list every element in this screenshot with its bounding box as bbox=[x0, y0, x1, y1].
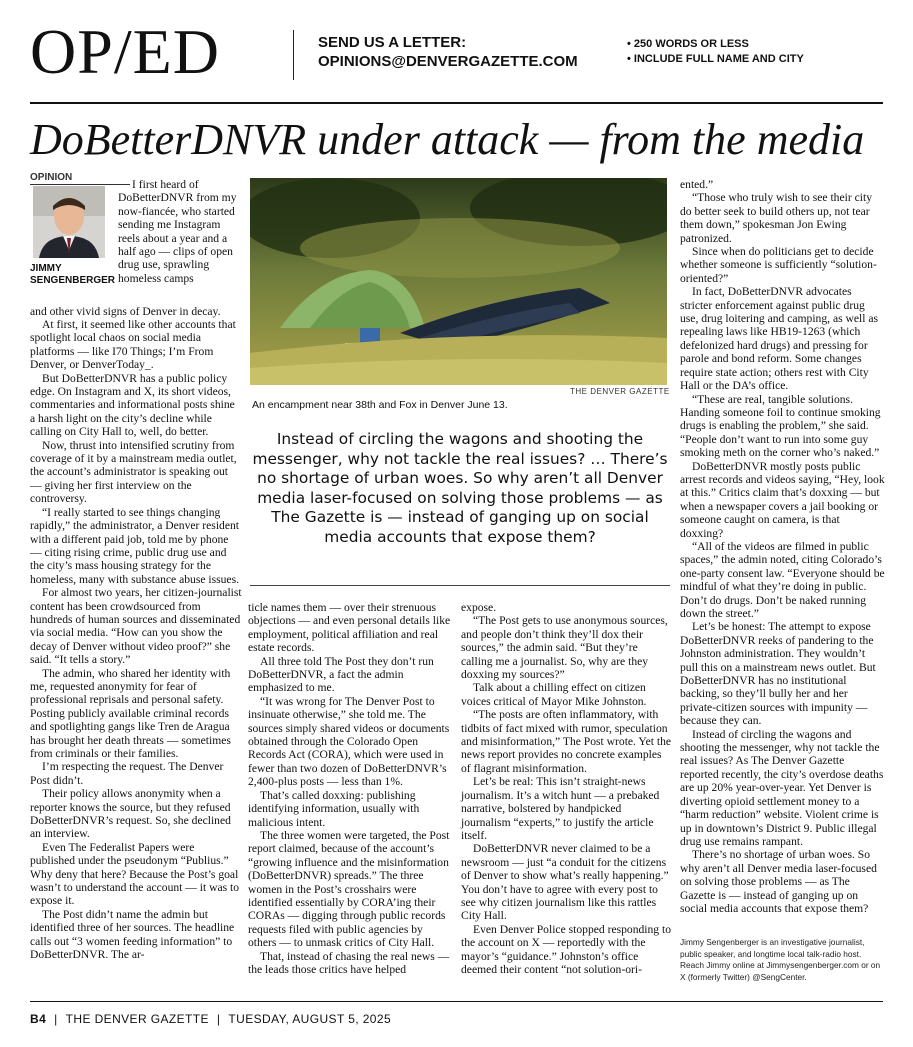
issue-date: TUESDAY, AUGUST 5, 2025 bbox=[228, 1012, 392, 1026]
article-column-2 bbox=[248, 601, 454, 976]
footer-rule bbox=[30, 1001, 883, 1002]
paragraph: DoBetterDNVR never claimed to be a newsroom — just “a conduit for the citizens of Denver to show what’s really happening.” You don’t have to agree with every post to see why citizen journalism like this rattles City Hall. bbox=[461, 842, 669, 923]
paragraph: I’m respecting the request. The Denver Post didn’t. bbox=[30, 760, 224, 787]
letter-rule: • 250 WORDS OR LESS bbox=[627, 37, 804, 52]
paragraph: But DoBetterDNVR has a public policy edge. On Instagram and X, its short videos, commentaries and informational posts shine a harsh light on the city’s decline while calling on City Hall to, well, do better. bbox=[30, 371, 235, 439]
lead-continuation: and other vivid signs of Denver in decay. bbox=[30, 305, 221, 318]
paragraph: “These are real, tangible solutions. Handing someone foil to continue smoking drugs is enabling the problem,” she said. “People don’t want to run into some guy smoking meth on the corner who’s naked.” bbox=[680, 392, 881, 460]
paragraph: Even Denver Police stopped responding to the account on X — reportedly with the mayor’s “guidance.” Johnston’s office deemed their content “not solution-ori- bbox=[461, 922, 672, 976]
masthead-divider bbox=[293, 30, 294, 80]
paragraph: For almost two years, her citizen-journalist content has been crowdsourced from hundreds of human sources and disseminated via social media. “How can you show the decay of Denver without video proof?” she said. “It tells a story.” bbox=[30, 586, 242, 667]
paragraph: “The Post gets to use anonymous sources, and people don’t think they’ll dox their sources,” the admin said. “But they’re calling me a journalist. So, why are they doxxing my sources?” bbox=[461, 614, 668, 682]
paragraph: All three told The Post they don’t run DoBetterDNVR, a fact the admin emphasized to me. bbox=[248, 654, 434, 695]
paragraph: The admin, who shared her identity with me, requested anonymity for fear of professional reprisals and personal safety. Posting publicly available criminal records and spotlighting gangs like Tren de Aragua has brought her death threats — sometimes from criminals or their families. bbox=[30, 666, 231, 760]
paragraph: ticle names them — over their strenuous objections — and even personal details like employment, political affiliation and real estate records. bbox=[248, 601, 451, 655]
paragraph: “The posts are often inflammatory, with tidbits of fact mixed with rumor, speculation and misinformation,” The Post wrote. Yet the news report provides no concrete examples of flagrant misinformation. bbox=[461, 708, 672, 775]
paragraph: “I really started to see things changing rapidly,” the administrator, a Denver resident with a different paid job, told me by phone — citing rising crime, public drug use and the city’s mass housing strategy for the homeless, many with substance abuse issues. bbox=[30, 505, 240, 586]
letter-rules bbox=[627, 37, 804, 67]
author-bio: Jimmy Sengenberger is an investigative journalist, public speaker, and longtime local talk-radio host. Reach Jimmy online at Jimmysengenberger.com or on X (formerly Twitter) @SengCenter. bbox=[680, 937, 881, 983]
paragraph: “All of the videos are filmed in public spaces,” the admin noted, citing Colorado’s one-party consent law. “Everyone should be mindful of what they’re doing in public. Don’t do drugs. Don’t be naked running down the street.” bbox=[680, 539, 885, 620]
paragraph: Their policy allows anonymity when a reporter knows the source, but they refused DoBetterDNVR’s request. So, she declined an interview. bbox=[30, 787, 231, 841]
lead-text: I first heard of DoBetterDNVR from my now-fiancée, who started sending me Instagram reels about a year and a half ago — clips of open drug use, sprawling homeless camps bbox=[118, 178, 237, 285]
paragraph: That, instead of chasing the real news — the leads those critics have helped bbox=[248, 949, 450, 976]
paragraph: There’s no shortage of urban woes. So why aren’t all Denver media laser-focused on solving those problems — as The Gazette is — instead of ganging up on social media accounts that expose them? bbox=[680, 848, 877, 915]
opinion-rule bbox=[30, 184, 130, 185]
opinions-email-link[interactable]: OPINIONS@DENVERGAZETTE.COM bbox=[318, 53, 578, 70]
opinion-label: OPINION bbox=[30, 172, 73, 183]
paragraph: At first, it seemed like other accounts that spotlight local chaos on social media platforms — like I70 Things; I’m From Denver, or DenverToday_. bbox=[30, 318, 236, 372]
pull-quote-rule bbox=[250, 585, 670, 586]
author-byline bbox=[30, 263, 115, 287]
paragraph: “Those who truly wish to see their city do better seek to build others up, not tear them down,” spokesman Jon Ewing patronized. bbox=[680, 191, 872, 245]
paragraph: expose. bbox=[461, 601, 497, 614]
photo-caption: An encampment near 38th and Fox in Denver June 13. bbox=[252, 399, 508, 411]
masthead-rule bbox=[30, 102, 883, 104]
paragraph: The three women were targeted, the Post report claimed, because of the account’s “growing influence and the misinformation (DoBetterDNVR) spreads.” The three women in the Post’s crosshairs were identified essentially by CORA’ing their CORAs — digging through public records requests filed with public agencies by others — to unmask critics of City Hall. bbox=[248, 828, 450, 950]
page-footer: B4 | THE DENVER GAZETTE | TUESDAY, AUGUST 5, 2025 bbox=[30, 1012, 392, 1026]
encampment-photo bbox=[250, 178, 667, 385]
paragraph: “It was wrong for The Denver Post to insinuate otherwise,” she told me. The sources simply shared videos or documents obtained through the Colorado Open Records Act (CORA), which were used in fewer than two dozen of DoBetterDNVR’s 2,400-plus posts — less than 1%. bbox=[248, 694, 450, 789]
paragraph: Talk about a chilling effect on citizen voices critical of Mayor Mike Johnston. bbox=[461, 681, 647, 708]
article-column-1 bbox=[30, 318, 242, 962]
paragraph: DoBetterDNVR mostly posts public arrest records and videos saying, “Hey, look at this.” Critics claim that’s doxxing — but when a newspaper covers a jail booking or someone caught on camera, is that doxxing? bbox=[680, 459, 885, 540]
article-column-3 bbox=[461, 601, 672, 976]
photo-credit: THE DENVER GAZETTE bbox=[570, 387, 670, 396]
article-headline: DoBetterDNVR under attack — from the media bbox=[30, 115, 865, 164]
paragraph: ented.” bbox=[680, 178, 714, 191]
paragraph: In fact, DoBetterDNVR advocates stricter enforcement against public drug use, drug loitering and camping, as well as repealing laws like HB19-1263 (which defelonized hard drugs) and pressing for parole and bond reform. Some changes require state action; others rest with City Hall or the DA’s office. bbox=[680, 285, 879, 393]
letter-submission bbox=[318, 33, 578, 71]
pull-quote: Instead of circling the wagons and shooting the messenger, why not tackle the real issues? … There’s no shortage of urban woes. So why aren’t all Denver media laser-focused on solving those problems — as The Gazette is — instead of ganging up on social media accounts that expose them? bbox=[252, 430, 668, 546]
paragraph: The Post didn’t name the admin but identified three of her sources. The headline calls out “3 women feeding information” to DoBetterDNVR. The ar- bbox=[30, 907, 235, 962]
paper-name: THE DENVER GAZETTE bbox=[65, 1012, 209, 1026]
lead-paragraph bbox=[118, 178, 243, 285]
send-letter-title: SEND US A LETTER: bbox=[318, 34, 467, 51]
article-column-4 bbox=[680, 178, 885, 915]
section-title: OP/ED bbox=[30, 16, 220, 87]
paragraph: Let’s be honest: The attempt to expose DoBetterDNVR reeks of pandering to the Johnston administration. They wouldn’t pull this on a mainstream news outlet. But DoBetterDNVR has no institutional backing, so they’ll bully her and her private-citizen sources with impunity — because they can. bbox=[680, 620, 876, 728]
author-first-name: JIMMY bbox=[30, 263, 62, 274]
author-last-name: SENGENBERGER bbox=[30, 275, 116, 286]
paragraph: Let’s be real: This isn’t straight-news journalism. It’s a witch hunt — a prebaked narrative, bolstered by handpicked journalism “experts,” to justify the article itself. bbox=[461, 775, 660, 842]
paragraph: Now, thrust into intensified scrutiny from coverage of it by a mainstream media outlet, the account’s administrator is speaking out — giving her first interview on the controversy. bbox=[30, 438, 237, 506]
paragraph: Instead of circling the wagons and shooting the messenger, why not tackle the real issues? As The Denver Gazette reported recently, the city’s overdose deaths are up 20% year-over-year. Yet Denver is diverting opioid settlement money to a “harm reduction” website. Violent crime is up in downtown’s District 9. Public illegal drug use remains rampant. bbox=[680, 727, 884, 848]
page-number: B4 bbox=[30, 1012, 47, 1026]
letter-rule: • INCLUDE FULL NAME AND CITY bbox=[627, 52, 804, 67]
paragraph: Even The Federalist Papers were published under the pseudonym “Publius.” Why deny that here? Because the Post’s goal wasn’t to understand the account — it was to expose it. bbox=[30, 840, 240, 908]
paragraph: Since when do politicians get to decide whether someone is sufficiently “solution-oriented?” bbox=[680, 245, 877, 285]
author-headshot bbox=[33, 186, 105, 258]
paragraph: That’s called doxxing: publishing identifying information, usually with malicious intent. bbox=[248, 788, 420, 829]
